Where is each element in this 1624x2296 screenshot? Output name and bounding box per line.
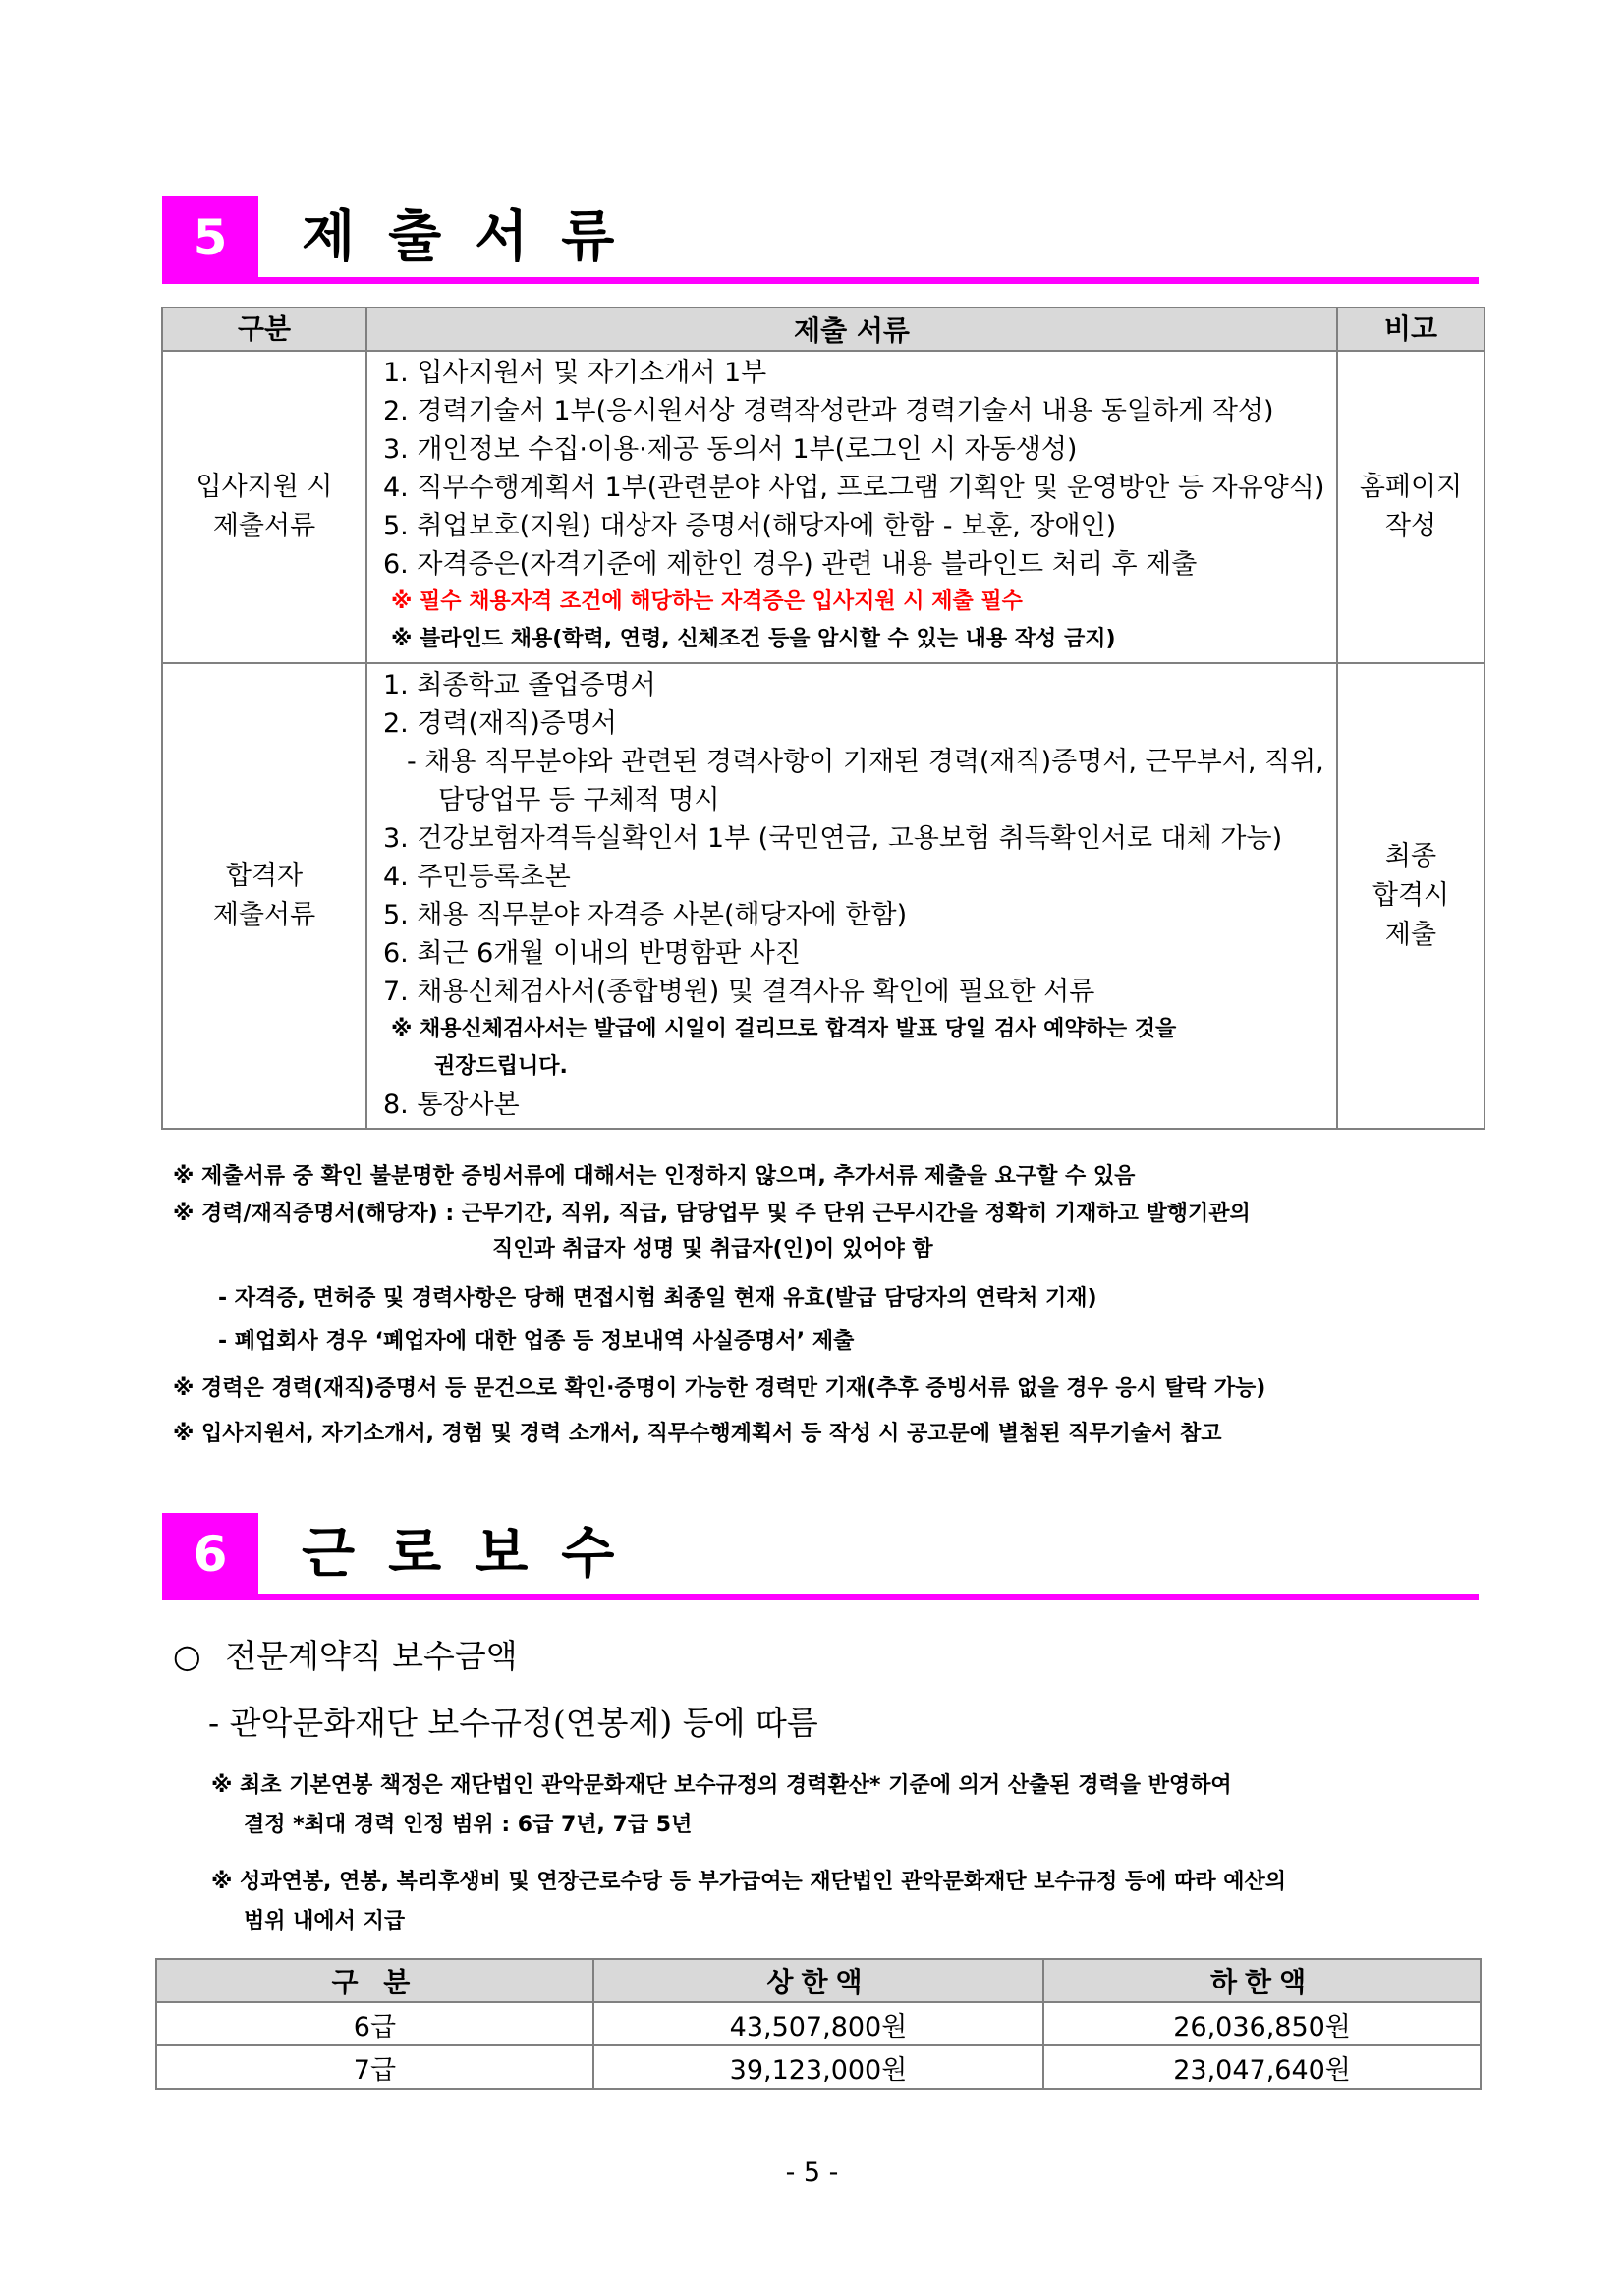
list-item: 4. 주민등록초본	[383, 862, 571, 892]
pay-note: ※ 최초 기본연봉 책정은 재단법인 관악문화재단 보수규정의 경력환산* 기준에 의거 산출된 경력을 반영하여	[211, 1773, 1232, 1798]
section-5-header	[162, 196, 1479, 314]
category-cell	[162, 663, 366, 1129]
header-grade: 구 분	[156, 1959, 593, 2002]
table-header-row	[156, 1959, 1481, 2002]
remark-line: 홈페이지	[1359, 472, 1463, 502]
header-documents: 제출 서류	[366, 308, 1337, 351]
section-number: 5	[162, 196, 258, 279]
list-item: 5. 채용 직무분야 자격증 사본(해당자에 한함)	[383, 900, 908, 930]
medical-note-cont: 권장드립니다.	[434, 1054, 568, 1079]
page-number: - 5 -	[785, 2157, 839, 2188]
grade-cell: 7급	[156, 2045, 593, 2089]
pay-note: ※ 성과연봉, 연봉, 복리후생비 및 연장근로수당 등 부가급여는 재단법인 관악문화재단 보수규정 등에 따라 예산의	[211, 1870, 1287, 1894]
note-line: - 자격증, 면허증 및 경력사항은 당해 면접시험 최종일 현재 유효(발급 담당자의 연락처 기재)	[218, 1286, 1097, 1311]
header-min: 하한액	[1043, 1959, 1481, 2002]
pay-heading	[173, 1631, 518, 1677]
category-line: 입사지원 시	[196, 472, 333, 502]
section-6-header	[162, 1513, 1479, 1631]
category-line: 제출서류	[212, 900, 316, 930]
list-item: 1. 최종학교 졸업증명서	[383, 670, 656, 700]
list-item: 5. 취업보호(지원) 대상자 증명서(해당자에 한함 - 보훈, 장애인)	[383, 511, 1117, 541]
pay-subheading: - 관악문화재단 보수규정(연봉제) 등에 따름	[208, 1704, 818, 1742]
list-item: 3. 개인정보 수집·이용·제공 동의서 1부(로그인 시 자동생성)	[383, 434, 1078, 465]
remark-line: 작성	[1384, 511, 1437, 541]
section-underline	[162, 277, 1479, 284]
table-header-row	[162, 308, 1484, 351]
remark-line: 최종	[1384, 841, 1437, 871]
list-item: 6. 자격증은(자격기준에 제한인 경우) 관련 내용 블라인드 처리 후 제출	[383, 549, 1198, 580]
remark-line: 제출	[1384, 920, 1437, 950]
header-max: 상한액	[593, 1959, 1043, 2002]
header-remark: 비고	[1337, 308, 1484, 351]
list-item: 1. 입사지원서 및 자기소개서 1부	[383, 358, 767, 388]
list-item: 2. 경력기술서 1부(응시원서상 경력작성란과 경력기술서 내용 동일하게 작성)	[383, 396, 1274, 426]
table-row	[156, 2045, 1481, 2089]
remark-cell	[1337, 663, 1484, 1129]
list-item: 3. 건강보험자격득실확인서 1부 (국민연금, 고용보험 취득확인서로 대체 가능)	[383, 823, 1283, 854]
section-title: 근로보수	[302, 1522, 648, 1586]
grade-cell: 6급	[156, 2002, 593, 2045]
note-line: ※ 제출서류 중 확인 불분명한 증빙서류에 대해서는 인정하지 않으며, 추가서류 제출을 요구할 수 있음	[173, 1164, 1136, 1189]
pay-heading-text: 전문계약직 보수금액	[225, 1637, 518, 1675]
documents-cell	[366, 663, 1337, 1129]
table-row	[162, 663, 1484, 1129]
max-cell: 43,507,800원	[593, 2002, 1043, 2045]
note-line: ※ 경력은 경력(재직)증명서 등 문건으로 확인·증명이 가능한 경력만 기재(추후 증빙서류 없을 경우 응시 탈락 가능)	[173, 1376, 1266, 1401]
submission-documents-table	[161, 307, 1485, 1130]
table-row	[156, 2002, 1481, 2045]
list-item: 2. 경력(재직)증명서	[383, 708, 617, 739]
section-underline	[162, 1594, 1479, 1600]
category-line: 제출서류	[212, 511, 316, 541]
pay-note-cont: 범위 내에서 지급	[244, 1909, 406, 1933]
min-cell: 26,036,850원	[1043, 2002, 1481, 2045]
list-subitem: 담당업무 등 구체적 명시	[438, 785, 720, 815]
remark-line: 합격시	[1372, 880, 1450, 911]
section-title: 제출서류	[302, 205, 648, 269]
required-note: ※ 필수 채용자격 조건에 해당하는 자격증은 입사지원 시 제출 필수	[391, 589, 1023, 614]
pay-table	[155, 1958, 1482, 2090]
header-category: 구분	[162, 308, 366, 351]
documents-cell	[366, 351, 1337, 663]
table-row	[162, 351, 1484, 663]
circle-bullet-icon: ○	[173, 1637, 201, 1675]
min-cell: 23,047,640원	[1043, 2045, 1481, 2089]
note-line: ※ 입사지원서, 자기소개서, 경험 및 경력 소개서, 직무수행계획서 등 작성 시 공고문에 별첨된 직무기술서 참고	[173, 1422, 1222, 1446]
note-line: 직인과 취급자 성명 및 취급자(인)이 있어야 함	[492, 1237, 933, 1261]
max-cell: 39,123,000원	[593, 2045, 1043, 2089]
blind-note: ※ 블라인드 채용(학력, 연령, 신체조건 등을 암시할 수 있는 내용 작성 금지)	[391, 627, 1116, 651]
list-item: 6. 최근 6개월 이내의 반명함판 사진	[383, 938, 801, 969]
remark-cell	[1337, 351, 1484, 663]
category-line: 합격자	[225, 861, 304, 891]
list-subitem: - 채용 직무분야와 관련된 경력사항이 기재된 경력(재직)증명서, 근무부서, 직위,	[407, 747, 1324, 777]
pay-note-cont: 결정 *최대 경력 인정 범위 : 6급 7년, 7급 5년	[244, 1813, 693, 1837]
note-line: - 폐업회사 경우 ‘폐업자에 대한 업종 등 정보내역 사실증명서’ 제출	[218, 1329, 855, 1354]
medical-note: ※ 채용신체검사서는 발급에 시일이 걸리므로 합격자 발표 당일 검사 예약하는 것을	[391, 1017, 1177, 1041]
note-line: ※ 경력/재직증명서(해당자) : 근무기간, 직위, 직급, 담당업무 및 주 단위 근무시간을 정확히 기재하고 발행기관의	[173, 1202, 1251, 1226]
section-number: 6	[162, 1513, 258, 1596]
category-cell	[162, 351, 366, 663]
list-item: 7. 채용신체검사서(종합병원) 및 결격사유 확인에 필요한 서류	[383, 977, 1095, 1007]
list-item: 8. 통장사본	[383, 1090, 520, 1120]
list-item: 4. 직무수행계획서 1부(관련분야 사업, 프로그램 기획안 및 운영방안 등 자유양식)	[383, 473, 1325, 503]
